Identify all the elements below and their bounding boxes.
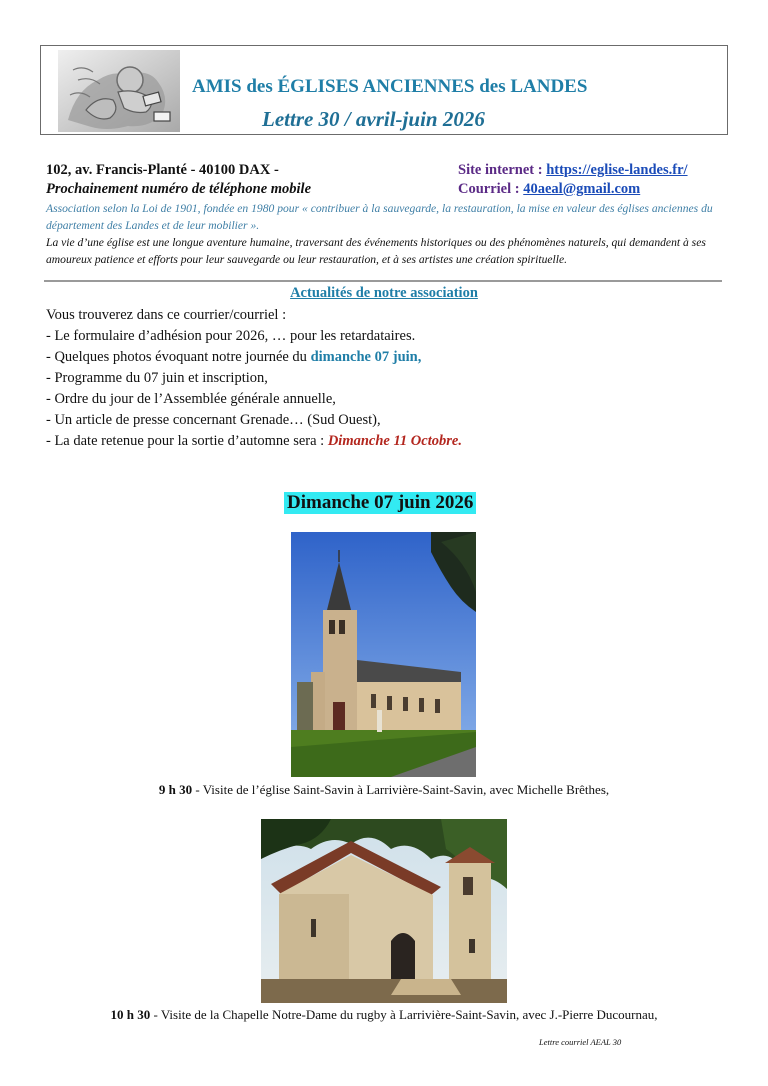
sculpture-logo (58, 50, 180, 132)
email-label: Courriel : (458, 181, 524, 197)
highlight-date: dimanche 07 juin, (310, 349, 422, 365)
visit2-text: - Visite de la Chapelle Notre-Dame du rugby à Larrivière-Saint-Savin, avec J.-Pierre Ducournau, (150, 1007, 658, 1022)
website-line (458, 162, 688, 179)
list-item: - Ordre du jour de l’Assemblée générale annuelle, (46, 391, 336, 407)
news-intro: Vous trouverez dans ce courrier/courriel : (46, 307, 287, 323)
email-line (458, 181, 640, 198)
visit2-time: 10 h 30 (110, 1007, 151, 1022)
phone-note: Prochainement numéro de téléphone mobile (46, 181, 312, 197)
visit1-time: 9 h 30 (158, 782, 193, 797)
organization-title: AMIS des ÉGLISES ANCIENNES des LANDES (192, 76, 588, 97)
page-footer: Lettre courriel AEAL 30 (539, 1037, 622, 1047)
website-link[interactable]: https://eglise-landes.fr/ (546, 162, 688, 178)
list-item-text: - La date retenue pour la sortie d’automne sera : (46, 433, 328, 449)
email-link[interactable]: 40aeal@gmail.com (523, 181, 641, 197)
visit2-caption (0, 1007, 768, 1023)
letter-title: Lettre 30 / avril-juin 2026 (262, 107, 485, 131)
list-item (46, 431, 462, 452)
motto-text: La vie d’une église est une longue aventure humaine, traversant des événements historiques ou des phénomènes naturels, qui demandent à ses amoureux patience et efforts pour leur sauvegarde ou leur restauration, et à ses artistes une création spirituelle. (46, 236, 706, 266)
list-item: - Un article de presse concernant Grenade… (Sud Ouest), (46, 412, 381, 428)
news-heading: Actualités de notre association (290, 285, 478, 301)
visit1-caption (0, 782, 768, 798)
website-label: Site internet : (458, 162, 547, 178)
list-item: - Programme du 07 juin et inscription, (46, 370, 268, 386)
list-item: - Le formulaire d’adhésion pour 2026, … pour les retardataires. (46, 328, 416, 344)
event-date-banner: Dimanche 07 juin 2026 (284, 492, 476, 514)
autumn-outing-date: Dimanche 11 Octobre. (327, 433, 462, 449)
list-item (46, 347, 462, 368)
news-list (46, 305, 462, 452)
visit1-text: - Visite de l’église Saint-Savin à Larrivière-Saint-Savin, avec Michelle Brêthes, (192, 782, 610, 797)
chapel-photo (261, 819, 507, 1003)
address: 102, av. Francis-Planté - 40100 DAX - (46, 162, 279, 178)
divider (44, 280, 722, 282)
church-photo (291, 532, 476, 777)
list-item-text: - Quelques photos évoquant notre journée du (46, 349, 311, 365)
association-description: Association selon la Loi de 1901, fondée en 1980 pour « contribuer à la sauvegarde, la restauration, la mise en valeur des églises anciennes du département des Landes et de leur mobilier ». (46, 202, 713, 232)
